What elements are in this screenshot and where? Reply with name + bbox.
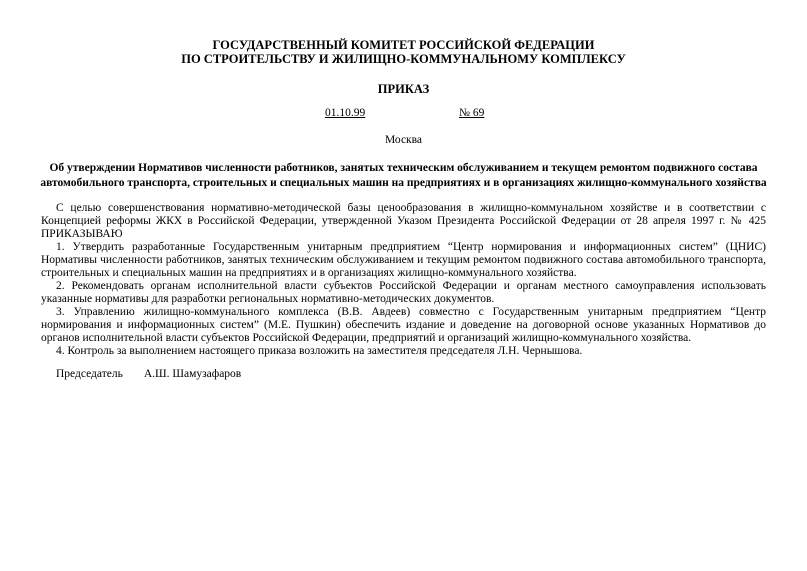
paragraph-1: 1. Утвердить разработанные Государственным унитарным предприятием “Центр нормирования и информационных систем” (ЦНИС) Нормативы численности работников, занятых техническим обслуживанием и текущим ремонтом подвижного состава автомобильного транспорта, строительных и специальных машин на предприятиях и в организациях жилищно-коммунального хозяйства. xyxy=(41,241,766,279)
paragraph-3: 3. Управлению жилищно-коммунального комплекса (В.В. Авдеев) совместно с Государственным унитарным предприятием “Центр нормирования и информационных систем” (М.Е. Пушкин) обеспечить издание и доведение на договорной основе указанных Нормативов до органов исполнительной власти субъектов Российской Федерации, предприятий и организаций жилищно-коммунального хозяйства. xyxy=(41,306,766,344)
document-city: Москва xyxy=(384,134,423,146)
document-body xyxy=(41,202,766,358)
issuer-line-2: ПО СТРОИТЕЛЬСТВУ И ЖИЛИЩНО-КОММУНАЛЬНОМУ КОМПЛЕКСУ xyxy=(181,52,626,66)
issuer-line-1: ГОСУДАРСТВЕННЫЙ КОМИТЕТ РОССИЙСКОЙ ФЕДЕРАЦИИ xyxy=(212,38,595,52)
signature-name: А.Ш. Шамузафаров xyxy=(143,368,242,380)
document-type: ПРИКАЗ xyxy=(377,82,430,96)
paragraph-preamble: С целью совершенствования нормативно-методической базы ценообразования в жилищно-коммунальном хозяйстве и в соответствии с Концепцией реформы ЖКХ в Российской Федерации, утвержденной Указом Президента Российской Федерации от 28 апреля 1997 г. № 425 ПРИКАЗЫВАЮ xyxy=(41,202,766,240)
paragraph-4: 4. Контроль за выполнением настоящего приказа возложить на заместителя председателя Л.Н. Чернышова. xyxy=(56,345,583,357)
subject-line-2: автомобильного транспорта, строительных и специальных машин на предприятиях и в организациях жилищно-коммунального хозяйства xyxy=(40,177,767,189)
document-number: № 69 xyxy=(459,107,485,119)
document-date: 01.10.99 xyxy=(325,107,366,119)
signature-position: Председатель xyxy=(56,368,123,380)
signature-block xyxy=(56,368,241,381)
paragraph-2: 2. Рекомендовать органам исполнительной власти субъектов Российской Федерации и органам местного самоуправления использовать указанные нормативы для разработки региональных нормативно-методических документов. xyxy=(41,280,766,305)
subject-line-1: Об утверждении Нормативов численности работников, занятых техническим обслуживанием и текущем ремонтом подвижного состава xyxy=(49,162,758,174)
